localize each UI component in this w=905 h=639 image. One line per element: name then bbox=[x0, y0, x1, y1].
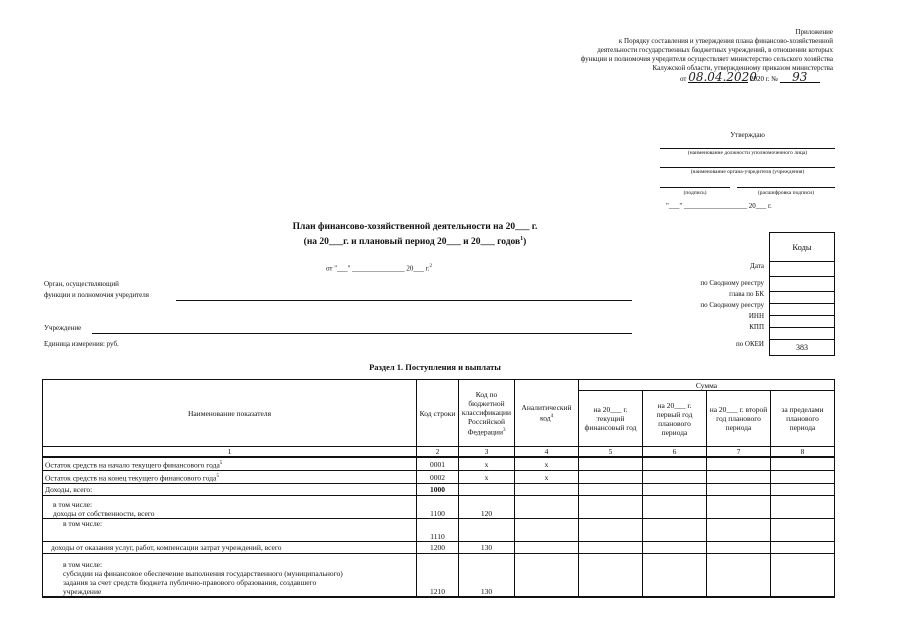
row-value bbox=[707, 471, 771, 484]
codes-cell bbox=[770, 304, 835, 316]
appendix-line: Калужской области, утвержденному приказом министерства bbox=[652, 64, 833, 72]
row-code: 0001 bbox=[417, 457, 459, 471]
row-name-sub: в том числе: bbox=[63, 560, 103, 569]
handwritten-number: 93 bbox=[780, 73, 820, 83]
codes-cell bbox=[770, 262, 835, 277]
row-name-text: Остаток средств на начало текущего финансового года bbox=[45, 460, 220, 470]
organ-field-line bbox=[176, 300, 632, 301]
row-value bbox=[707, 542, 771, 554]
institution-label: Учреждение bbox=[44, 324, 82, 332]
table-row bbox=[43, 542, 835, 554]
codes-table bbox=[769, 232, 835, 356]
header-bk bbox=[459, 380, 515, 447]
appendix-title: Приложение bbox=[795, 28, 833, 36]
column-number: 4 bbox=[515, 447, 579, 458]
header-analytic bbox=[515, 380, 579, 447]
row-name-sup: 5 bbox=[216, 473, 219, 479]
column-number: 7 bbox=[707, 447, 771, 458]
row-name-text: задания за счет средств бюджета публично-правового образования, создавшего bbox=[63, 578, 317, 587]
row-bk: 130 bbox=[459, 542, 515, 554]
header-code: Код строки bbox=[417, 380, 459, 447]
row-code: 1210 bbox=[417, 554, 459, 598]
row-value bbox=[643, 471, 707, 484]
row-value bbox=[579, 554, 643, 598]
codes-label: по Сводному реестру bbox=[700, 279, 764, 287]
row-code: 1100 bbox=[417, 496, 459, 519]
row-analytic bbox=[515, 519, 579, 542]
header-bk-text: Код по бюджетной классификации Российской Федерации bbox=[461, 389, 512, 437]
row-analytic: x bbox=[515, 457, 579, 471]
codes-cell bbox=[770, 277, 835, 292]
row-value bbox=[643, 554, 707, 598]
header-name: Наименование показателя bbox=[43, 380, 417, 447]
codes-cell bbox=[770, 292, 835, 304]
row-code: 1110 bbox=[417, 519, 459, 542]
header-analytic-sup: 4 bbox=[550, 414, 554, 420]
column-number: 2 bbox=[417, 447, 459, 458]
codes-label: по ОКЕИ bbox=[735, 340, 764, 348]
appendix-date-row bbox=[680, 70, 840, 87]
row-bk: x bbox=[459, 471, 515, 484]
row-name: доходы от оказания услуг, работ, компенсации затрат учреждений, всего bbox=[43, 542, 417, 554]
row-value bbox=[579, 496, 643, 519]
row-analytic bbox=[515, 496, 579, 519]
header-bk-sup: 3 bbox=[502, 427, 506, 433]
row-name-sub: в том числе: bbox=[63, 519, 103, 528]
plan-subtitle-text: (на 20___г. и плановый период 20___ и 20___ годов bbox=[303, 237, 521, 248]
approve-sign-line bbox=[660, 187, 730, 188]
header-analytic-text: Аналитический код bbox=[521, 403, 572, 423]
approve-position-line bbox=[660, 148, 835, 149]
organ-label: Орган, осуществляющий bbox=[44, 280, 119, 288]
appendix-line: деятельности государственных бюджетных учреждений, в отношении которых bbox=[597, 46, 833, 54]
row-value bbox=[579, 542, 643, 554]
row-value bbox=[579, 519, 643, 542]
institution-field-line bbox=[92, 333, 632, 334]
row-bk: x bbox=[459, 457, 515, 471]
approve-org-caption: (наименование органа-учредителя (учреждения) bbox=[690, 169, 805, 175]
row-code: 0002 bbox=[417, 471, 459, 484]
handwritten-date: 08.04.2020 bbox=[688, 70, 757, 84]
plan-date bbox=[326, 262, 546, 273]
row-value bbox=[707, 519, 771, 542]
row-value bbox=[707, 496, 771, 519]
plan-subtitle-end: ) bbox=[523, 237, 527, 248]
appendix-line: функции и полномочия учредителя осуществляет министерство сельского хозяйства bbox=[580, 55, 833, 63]
row-code: 1200 bbox=[417, 542, 459, 554]
header-beyond-plan: за пределами планового периода bbox=[771, 391, 835, 447]
row-name bbox=[43, 457, 417, 471]
row-name bbox=[43, 519, 417, 542]
unit-label: Единица измерения: руб. bbox=[44, 340, 119, 348]
row-analytic bbox=[515, 542, 579, 554]
row-value bbox=[707, 484, 771, 496]
row-name-text: учреждение bbox=[63, 587, 102, 596]
codes-cell bbox=[770, 328, 835, 340]
codes-label: Дата bbox=[750, 262, 764, 270]
row-analytic bbox=[515, 484, 579, 496]
appendix-block bbox=[513, 28, 833, 73]
plan-date-sup: 2 bbox=[429, 264, 433, 269]
column-number: 6 bbox=[643, 447, 707, 458]
header-sum: Сумма bbox=[579, 380, 835, 391]
row-name bbox=[43, 554, 417, 598]
row-bk: 120 bbox=[459, 496, 515, 519]
row-value bbox=[771, 471, 835, 484]
approve-decode-caption: (расшифровка подписи) bbox=[757, 190, 815, 196]
main-table bbox=[42, 379, 835, 598]
row-value bbox=[771, 519, 835, 542]
row-code: 1000 bbox=[417, 484, 459, 496]
table-row bbox=[43, 496, 835, 519]
codes-cell bbox=[770, 316, 835, 328]
section-title: Раздел 1. Поступления и выплаты bbox=[369, 362, 501, 372]
plan-date-text: от "___" _______________ 20___ г. bbox=[326, 264, 430, 273]
codes-label: КПП bbox=[749, 323, 764, 331]
codes-header: Коды bbox=[770, 233, 835, 262]
row-value bbox=[771, 554, 835, 598]
row-value bbox=[643, 496, 707, 519]
table-row bbox=[43, 471, 835, 484]
approve-sign-caption: (подпись) bbox=[683, 190, 707, 196]
appendix-ot: от bbox=[680, 75, 687, 83]
approve-org-line bbox=[660, 167, 835, 168]
table-row bbox=[43, 554, 835, 598]
table-row bbox=[43, 457, 835, 471]
row-name: Доходы, всего: bbox=[43, 484, 417, 496]
row-value bbox=[643, 519, 707, 542]
column-number: 3 bbox=[459, 447, 515, 458]
header-current-year: на 20___ г. текущий финансовый год bbox=[579, 391, 643, 447]
row-name bbox=[43, 471, 417, 484]
row-value bbox=[643, 484, 707, 496]
row-value bbox=[707, 554, 771, 598]
row-value bbox=[643, 457, 707, 471]
approve-decode-line bbox=[737, 187, 835, 188]
header-first-plan-year: на 20___ г. первый год планового периода bbox=[643, 391, 707, 447]
approve-title: Утверждаю bbox=[730, 131, 765, 139]
row-analytic: x bbox=[515, 471, 579, 484]
codes-label: ИНН bbox=[748, 312, 764, 320]
row-bk: 130 bbox=[459, 554, 515, 598]
codes-label: глава по БК bbox=[729, 290, 764, 298]
row-value bbox=[707, 457, 771, 471]
codes-labels bbox=[620, 262, 764, 351]
row-bk bbox=[459, 484, 515, 496]
row-name-sub: в том числе: bbox=[53, 500, 93, 509]
row-name-sup: 5 bbox=[219, 460, 223, 466]
plan-subtitle bbox=[250, 236, 580, 247]
organ-label-2: функции и полномочия учредителя bbox=[44, 291, 149, 299]
row-name-text: доходы от собственности, всего bbox=[53, 509, 155, 518]
header-second-plan-year: на 20___ г. второй год планового периода bbox=[707, 391, 771, 447]
approve-date-line: "___" __________________ 20___ г. bbox=[666, 202, 772, 210]
row-value bbox=[771, 542, 835, 554]
codes-cell-okei: 383 bbox=[770, 340, 835, 356]
appendix-line: к Порядку составления и утверждения плана финансово-хозяйственной bbox=[618, 37, 833, 45]
appendix-year: 2020 г. № bbox=[749, 75, 778, 83]
codes-label: по Сводному реестру bbox=[700, 301, 764, 309]
column-number: 5 bbox=[579, 447, 643, 458]
row-value bbox=[579, 484, 643, 496]
row-value bbox=[643, 542, 707, 554]
table-row bbox=[43, 519, 835, 542]
column-number: 8 bbox=[771, 447, 835, 458]
plan-subtitle-sup: 1 bbox=[520, 236, 524, 242]
row-value bbox=[771, 484, 835, 496]
table-row bbox=[43, 484, 835, 496]
row-analytic bbox=[515, 554, 579, 598]
plan-title: План финансово-хозяйственной деятельности на 20___ г. bbox=[292, 222, 538, 232]
column-number: 1 bbox=[43, 447, 417, 458]
row-name-text: субсидии на финансовое обеспечение выполнения государственного (муниципального) bbox=[63, 569, 343, 578]
row-value bbox=[579, 457, 643, 471]
row-name-text: Остаток средств на конец текущего финансового года bbox=[45, 473, 217, 483]
row-value bbox=[579, 471, 643, 484]
row-value bbox=[771, 457, 835, 471]
row-value bbox=[771, 496, 835, 519]
approve-position-caption: (наименование должности уполномоченного лица) bbox=[687, 150, 808, 156]
row-bk bbox=[459, 519, 515, 542]
row-name bbox=[43, 496, 417, 519]
